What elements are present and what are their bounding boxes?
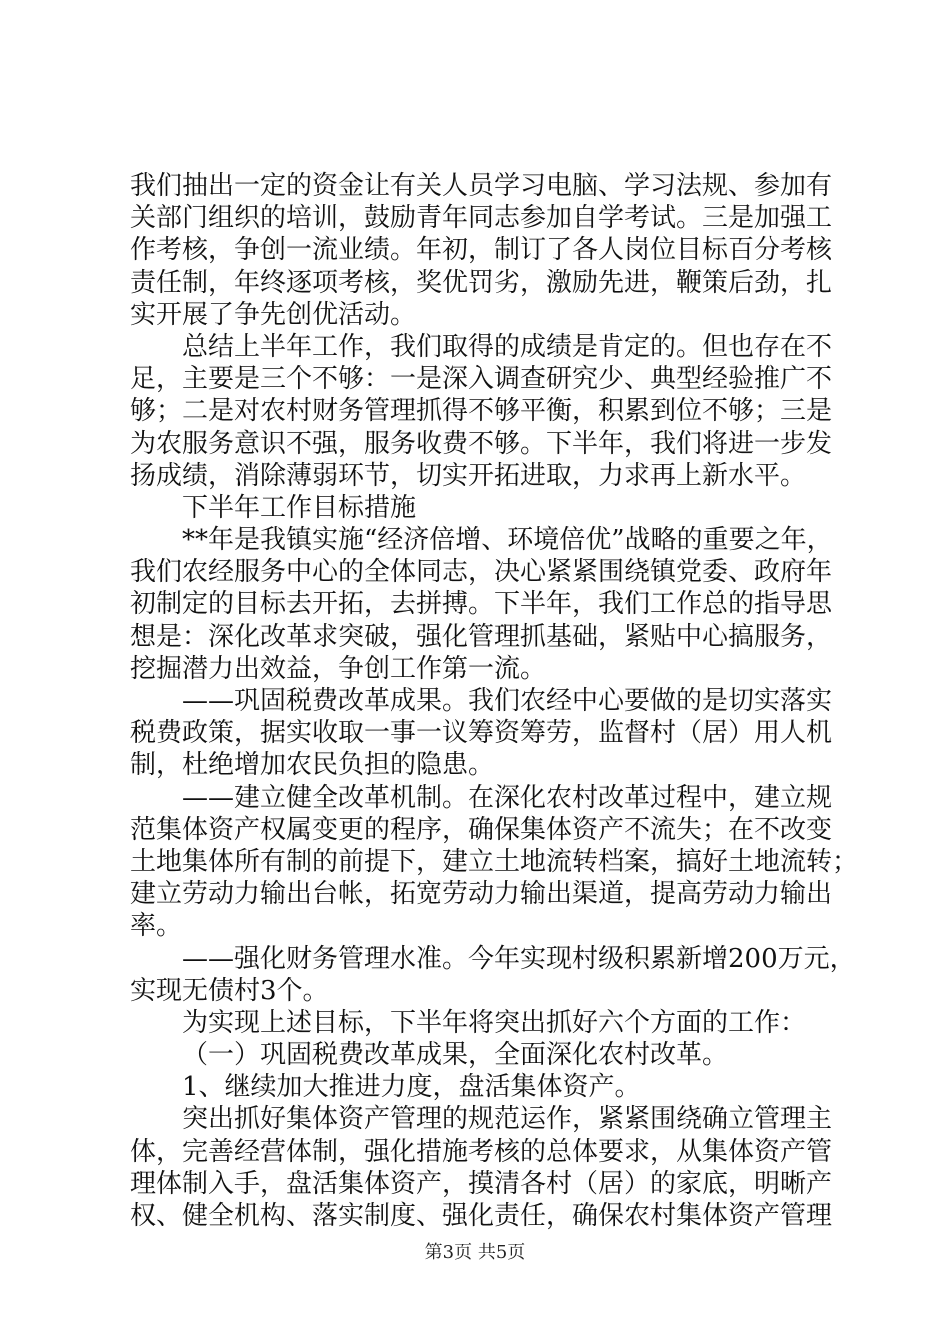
text-line: ——建立健全改革机制。在深化农村改革过程中，建立规 [182, 782, 833, 813]
text-line: 为实现上述目标，下半年将突出抓好六个方面的工作： [182, 1007, 807, 1038]
text-line: ——强化财务管理水准。今年实现村级积累新增200万元， [182, 943, 856, 974]
document-body [130, 170, 859, 1232]
text-line: 够；二是对农村财务管理抓得不够平衡，积累到位不够；三是 [130, 396, 833, 427]
text-line: ——巩固税费改革成果。我们农经中心要做的是切实落实 [182, 686, 833, 716]
text-line: 突出抓好集体资产管理的规范运作，紧紧围绕确立管理主 [182, 1104, 833, 1135]
text-line: 实开展了争先创优活动。 [130, 299, 417, 330]
text-line: 挖掘潜力出效益，争创工作第一流。 [130, 653, 547, 684]
text-line: 1、继续加大推进力度，盘活集体资产。 [182, 1072, 641, 1103]
text-line: 范集体资产权属变更的程序，确保集体资产不流失；在不改变 [130, 814, 833, 845]
page-footer: 第3页 共5页 [424, 1242, 526, 1263]
text-line: 实现无债村3个。 [130, 975, 329, 1006]
text-line: 土地集体所有制的前提下，建立土地流转档案，搞好土地流转； [130, 846, 859, 877]
text-line: 建立劳动力输出台帐，拓宽劳动力输出渠道，提高劳动力输出 [130, 879, 833, 910]
text-line: 体，完善经营体制，强化措施考核的总体要求，从集体资产管 [130, 1136, 833, 1167]
text-line: 总结上半年工作，我们取得的成绩是肯定的。但也存在不 [182, 331, 833, 362]
text-line: 率。 [130, 911, 183, 942]
text-line: 权、健全机构、落实制度、强化责任，确保农村集体资产管理 [130, 1201, 833, 1231]
text-line: 为农服务意识不强，服务收费不够。下半年，我们将进一步发 [130, 428, 833, 459]
text-line: 初制定的目标去开拓，去拼搏。下半年，我们工作总的指导思 [130, 589, 833, 620]
text-line: 想是：深化改革求突破，强化管理抓基础，紧贴中心搞服务， [130, 621, 833, 652]
text-line: （一）巩固税费改革成果，全面深化农村改革。 [182, 1040, 729, 1071]
text-line: 下半年工作目标措施 [182, 492, 417, 523]
text-line: 理体制入手，盘活集体资产，摸清各村（居）的家底，明晰产 [130, 1168, 833, 1199]
text-line: 制，杜绝增加农民负担的隐患。 [130, 750, 495, 781]
text-line: 我们抽出一定的资金让有关人员学习电脑、学习法规、参加有 [130, 171, 833, 201]
text-line: 责任制，年终逐项考核，奖优罚劣，激励先进，鞭策后劲，扎 [130, 267, 833, 298]
text-line: 足，主要是三个不够：一是深入调查研究少、典型经验推广不 [130, 364, 833, 395]
text-line: 我们农经服务中心的全体同志，决心紧紧围绕镇党委、政府年 [130, 557, 833, 588]
text-line: **年是我镇实施“经济倍增、环境倍优”战略的重要之年， [182, 525, 833, 556]
text-line: 税费政策，据实收取一事一议筹资筹劳，监督村（居）用人机 [130, 718, 833, 749]
text-line: 作考核，争创一流业绩。年初，制订了各人岗位目标百分考核 [130, 235, 833, 266]
text-line: 扬成绩，消除薄弱环节，切实开拓进取，力求再上新水平。 [130, 460, 807, 491]
text-line: 关部门组织的培训，鼓励青年同志参加自学考试。三是加强工 [130, 203, 833, 234]
